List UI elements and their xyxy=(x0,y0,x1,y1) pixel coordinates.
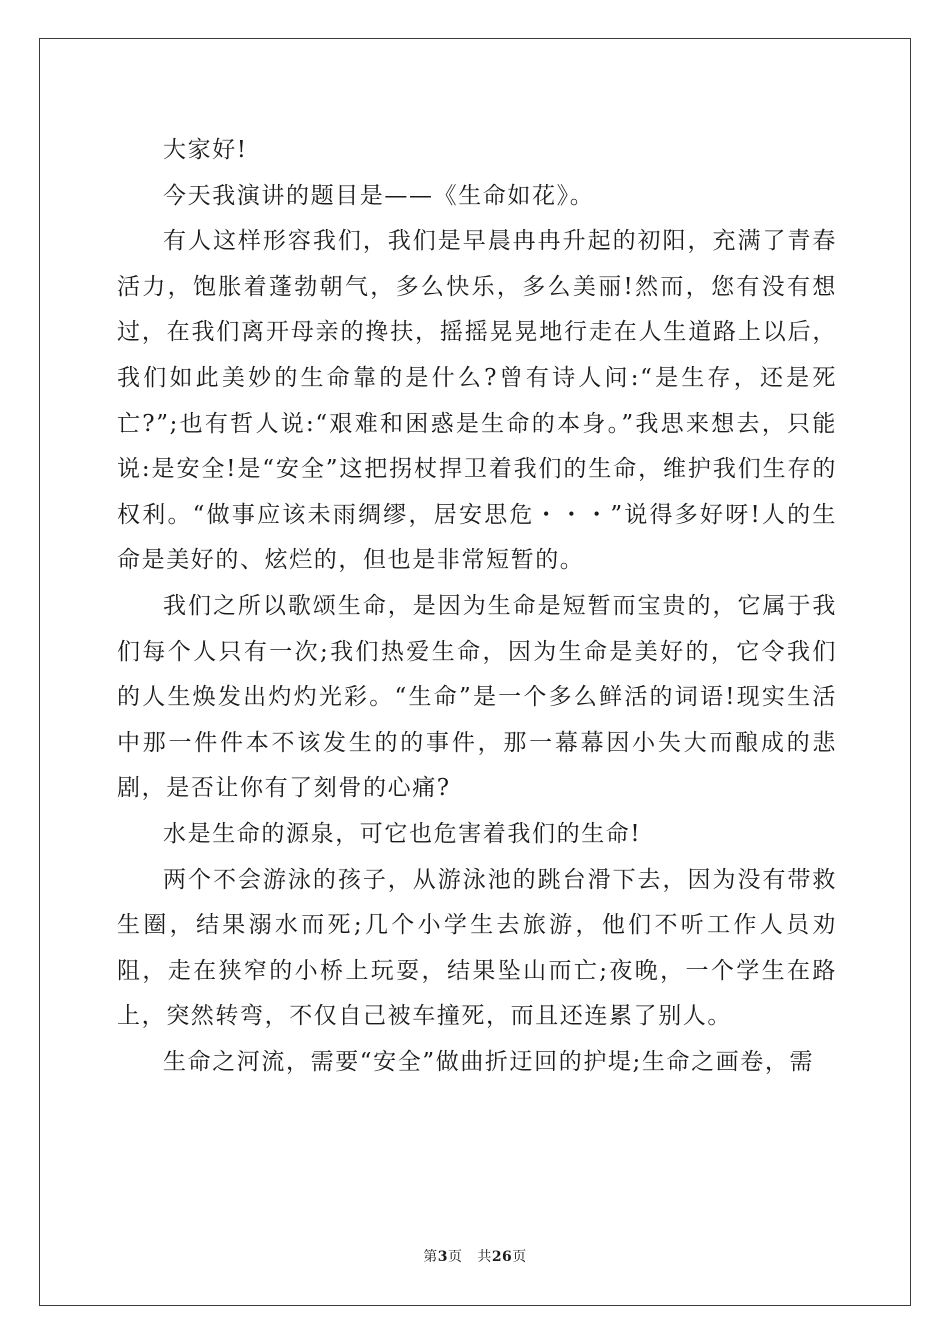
page-footer xyxy=(0,1246,950,1266)
paragraph: 我们之所以歌颂生命，是因为生命是短暂而宝贵的，它属于我们每个人只有一次;我们热爱生命，因为生命是美好的，它令我们的人生焕发出灼灼光彩。“生命”是一个多么鲜活的词语!现实生活中那一件件本不该发生的的事件，那一幕幕因小失大而酿成的悲剧，是否让你有了刻骨的心痛? xyxy=(117,592,837,802)
page-suffix: 页 xyxy=(447,1249,463,1265)
paragraph-greeting: 大家好! xyxy=(163,137,248,163)
paragraph: 水是生命的源泉，可它也危害着我们的生命! xyxy=(163,820,642,847)
paragraph-title: 今天我演讲的题目是——《生命如花》。 xyxy=(163,182,595,209)
document-body xyxy=(117,128,837,1085)
page-prefix: 第 xyxy=(423,1249,438,1265)
page-number: 3 xyxy=(437,1249,448,1265)
paragraph: 生命之河流，需要“安全”做曲折迂回的护堤;生命之画卷，需 xyxy=(163,1048,815,1075)
paragraph: 有人这样形容我们，我们是早晨冉冉升起的初阳，充满了青春活力，饱胀着蓬勃朝气，多么快乐，多么美丽!然而，您有没有想过，在我们离开母亲的搀扶，摇摇晃晃地行走在人生道路上以后，我们如此美妙的生命靠的是什么?曾有诗人问:“是生存，还是死亡?”;也有哲人说:“艰难和困惑是生命的本身。”我思来想去，只能说:是安全!是“安全”这把拐杖捍卫着我们的生命，维护我们生存的权利。“做事应该未雨绸缪，居安思危・・・”说得多好呀!人的生命是美好的、炫烂的，但也是非常短暂的。 xyxy=(117,228,837,574)
total-prefix: 共 xyxy=(477,1249,492,1265)
total-pages: 26 xyxy=(491,1249,513,1265)
total-suffix: 页 xyxy=(512,1249,527,1265)
paragraph: 两个不会游泳的孩子，从游泳池的跳台滑下去，因为没有带救生圈，结果溺水而死;几个小学生去旅游，他们不听工作人员劝阻，走在狭窄的小桥上玩耍，结果坠山而亡;夜晚，一个学生在路上，突然转弯，不仅自己被车撞死，而且还连累了别人。 xyxy=(117,866,837,1030)
